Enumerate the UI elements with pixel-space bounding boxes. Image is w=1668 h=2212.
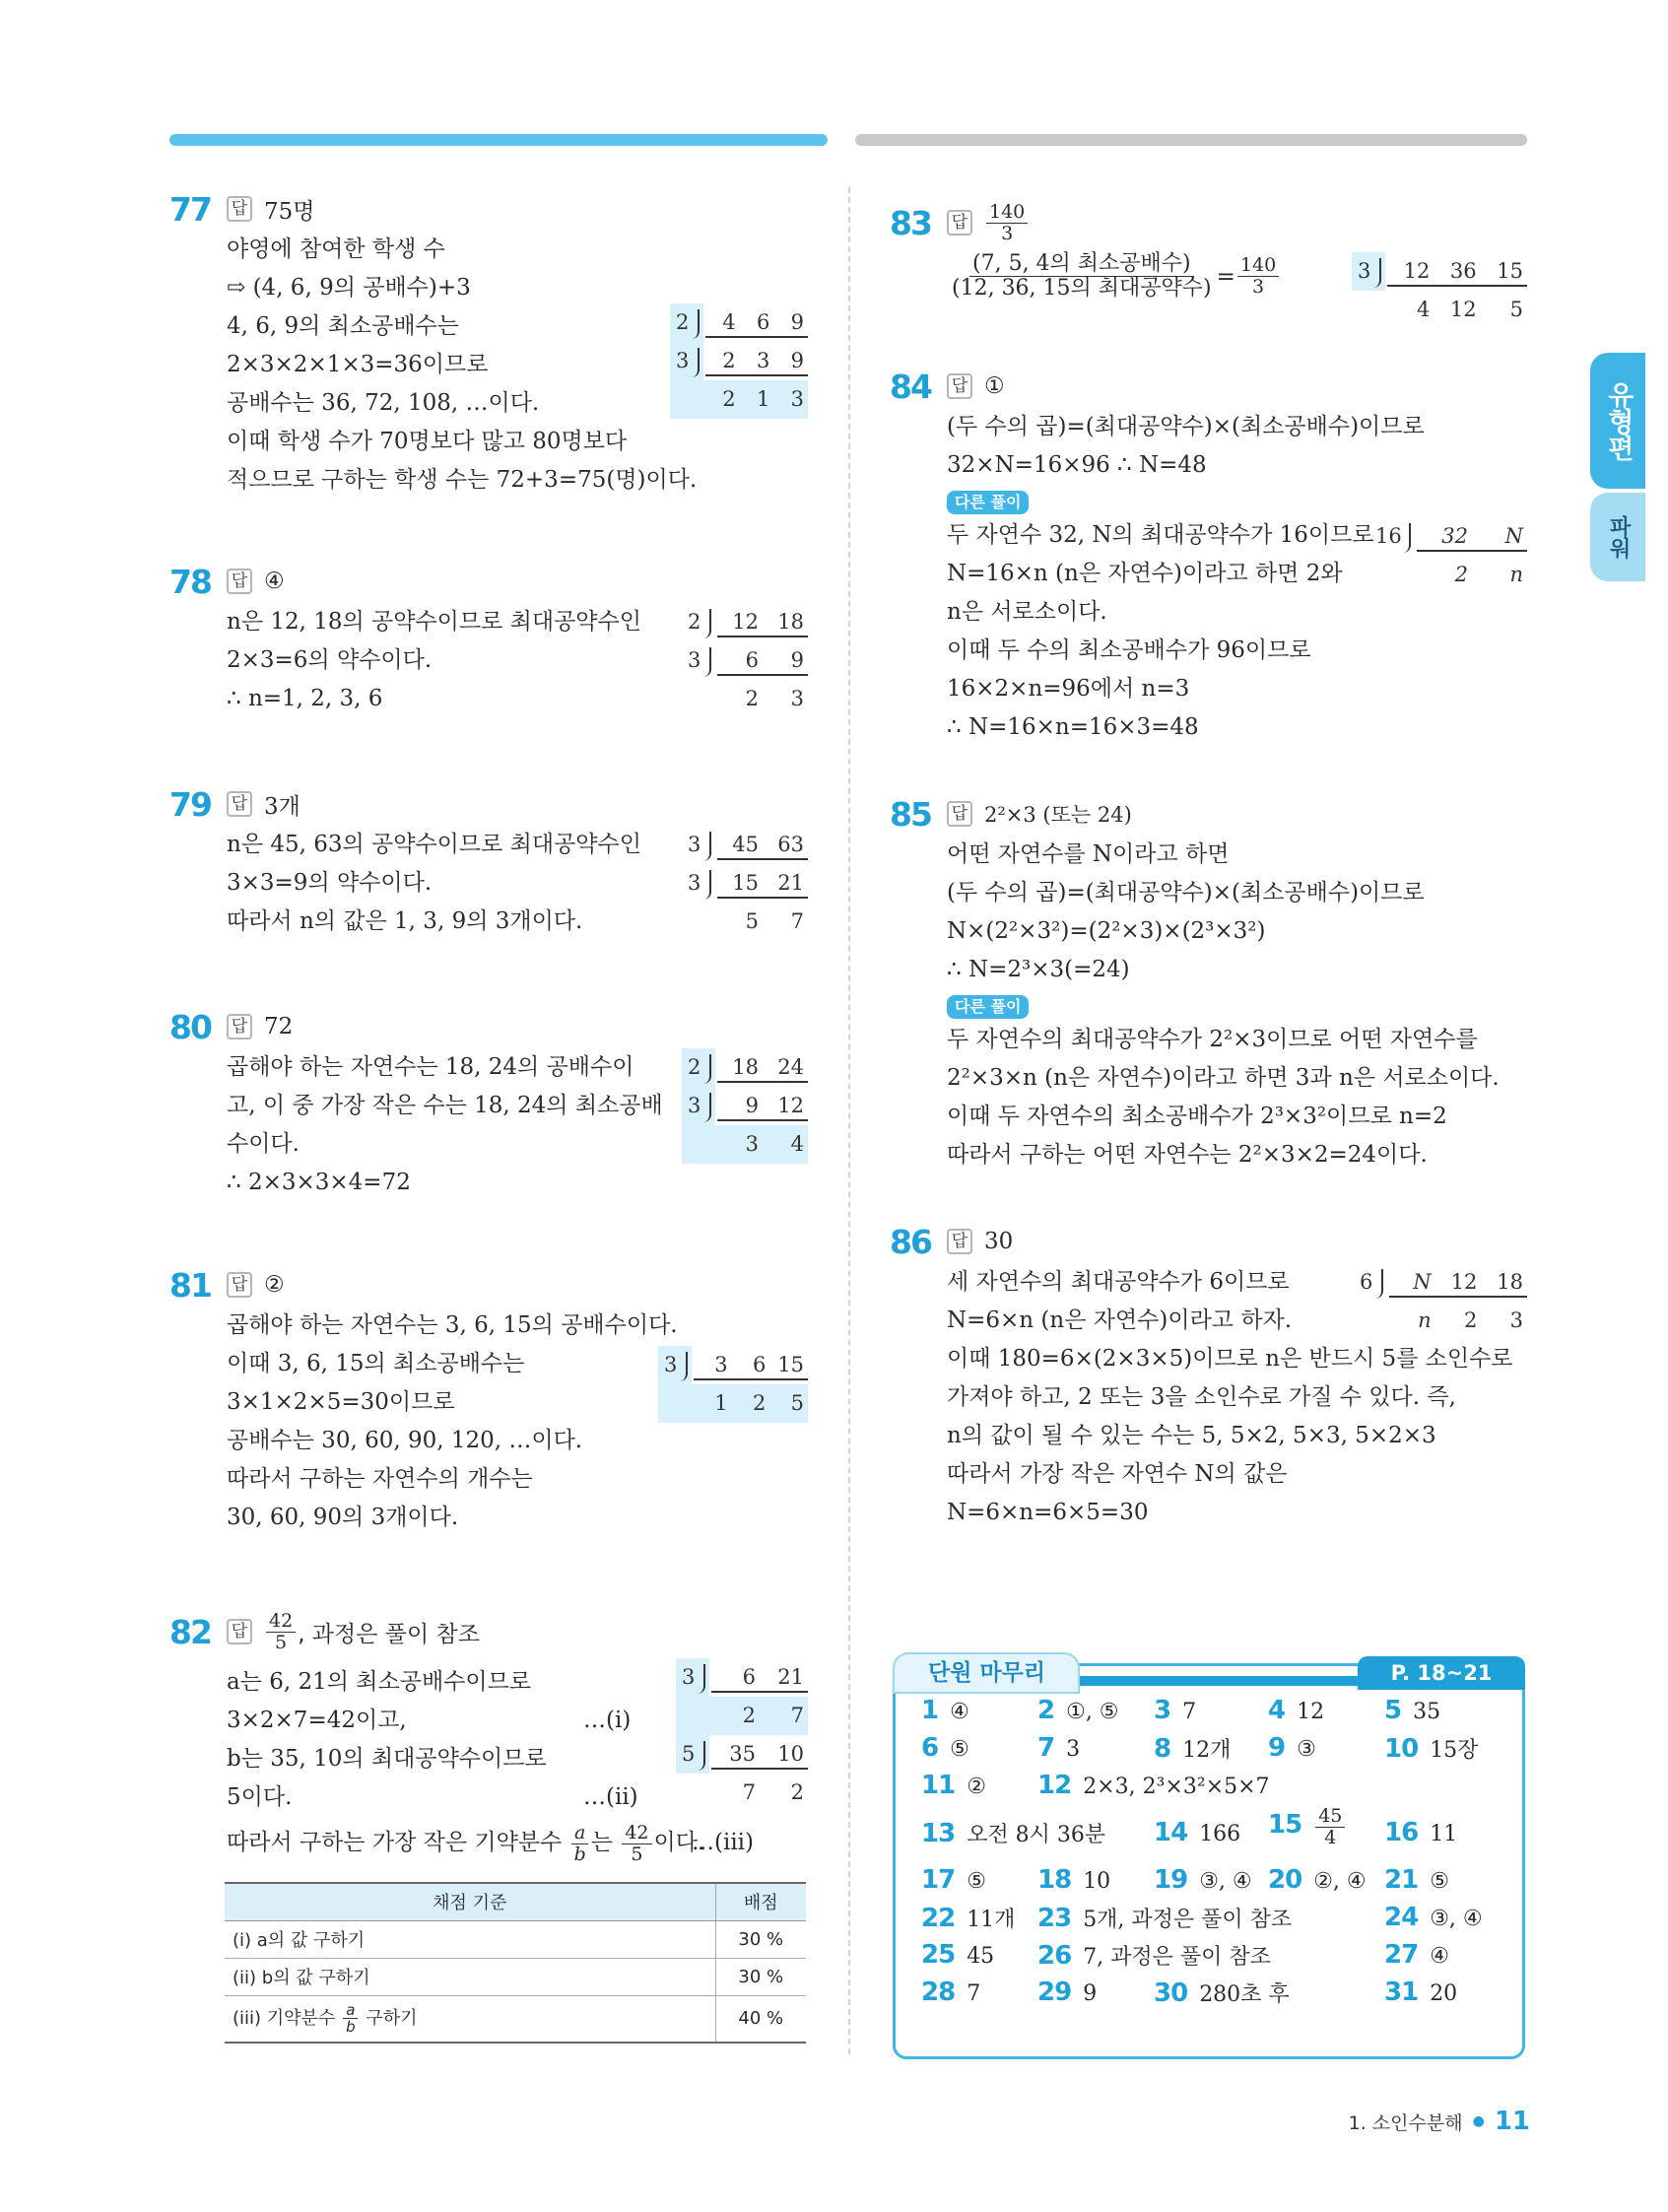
review-answer-item: 19 ③, ④: [1154, 1865, 1252, 1895]
answer-badge: 답: [227, 1619, 252, 1644]
solution-line: 세 자연수의 최대공약수가 6이므로: [947, 1269, 1290, 1295]
solution-line: 이때 학생 수가 70명보다 많고 80명보다: [227, 429, 628, 454]
answer-text: 2²×3 (또는 24): [984, 803, 1132, 827]
equation-fraction: $\frac{\text{(7, 5, 4의 최소공배수)}}{\text{(12, 36, 15의 최대공약수)}}$: [952, 251, 1212, 302]
solution-line: 고, 이 중 가장 작은 수는 18, 24의 최소공배: [227, 1093, 663, 1118]
solution-line: N=6×n (n은 자연수)이라고 하자.: [947, 1307, 1293, 1333]
answer-badge: 답: [227, 791, 252, 817]
page-footer: [1349, 2107, 1530, 2136]
answer-badge: 답: [227, 196, 252, 222]
solution-line: N×(2²×3²)=(2²×3)×(2³×3²): [947, 918, 1266, 944]
division-ladder: 2 4 6 9 3 2 3 9 2 1 3: [670, 303, 808, 419]
review-answer-item: 20 ②, ④: [1268, 1865, 1367, 1895]
solution-line: 곱해야 하는 자연수는 3, 6, 15의 공배수이다.: [227, 1312, 678, 1338]
review-title: 단원 마무리: [893, 1652, 1080, 1694]
problem-number: 82: [169, 1612, 211, 1651]
problem-number: 85: [890, 794, 931, 834]
answer-badge: 답: [227, 569, 252, 594]
review-answer-item: 29 9: [1037, 1977, 1098, 2007]
solution-line: 30, 60, 90의 3개이다.: [227, 1505, 459, 1530]
side-tab-type-label: 유형편: [1602, 380, 1634, 461]
answer-badge: 답: [947, 373, 972, 399]
answer-text: 30: [984, 1229, 1014, 1254]
solution-line: 따라서 구하는 자연수의 개수는: [227, 1466, 533, 1492]
solution-line: a는 6, 21의 최소공배수이므로: [227, 1669, 532, 1695]
answer-fraction: $\frac{140}{3}$: [986, 202, 1028, 244]
solution-line: n의 값이 될 수 있는 수는 5, 5×2, 5×3, 5×2×3: [947, 1423, 1436, 1448]
problem-number: 84: [890, 367, 931, 406]
grading-table: [225, 1882, 806, 2044]
answer-badge: 답: [227, 1014, 252, 1039]
answer-text: 3개: [264, 793, 300, 820]
solution-line: 수이다.: [227, 1131, 300, 1157]
division-ladder-b: 5 35 10 7 2: [676, 1735, 808, 1812]
review-answer-item: 7 3: [1037, 1733, 1081, 1763]
review-answer-item: 12 2×3, 2³×3²×5×7: [1037, 1771, 1270, 1800]
grading-header-points: 배점: [715, 1883, 806, 1920]
review-answer-item: 24 ③, ④: [1384, 1903, 1483, 1932]
solution-line: ∴ 2×3×3×4=72: [227, 1170, 411, 1195]
solution-line: 두 자연수 32, N의 최대공약수가 16이므로: [947, 522, 1374, 548]
review-answer-item: 6 ⑤: [921, 1733, 969, 1763]
review-answer-item: 1 ④: [921, 1696, 969, 1725]
answer-text: ②: [264, 1272, 285, 1298]
division-ladder-a: 3 6 21 2 7: [676, 1658, 808, 1735]
solution-line: n은 서로소이다.: [947, 599, 1107, 625]
solution-line: 따라서 구하는 어떤 자연수는 2²×3×2=24이다.: [947, 1142, 1428, 1168]
solution-line: 이때 두 자연수의 최소공배수가 2³×3²이므로 n=2: [947, 1104, 1447, 1129]
review-answer-item: 27 ④: [1384, 1940, 1449, 1970]
side-tab-power[interactable]: [1590, 493, 1645, 581]
review-answer-item: 16 11: [1384, 1818, 1458, 1847]
problem-85: [890, 792, 1540, 1174]
answer-text: ①: [984, 373, 1005, 399]
answer-text: ④: [264, 569, 285, 594]
solution-line: n은 12, 18의 공약수이므로 최대공약수인: [227, 609, 641, 635]
review-answer-item: 17 ⑤: [921, 1865, 986, 1895]
problem-number: 78: [169, 562, 211, 601]
answer-text: 72: [264, 1014, 294, 1039]
solution-line: 곱해야 하는 자연수는 18, 24의 공배수이: [227, 1054, 634, 1080]
table-row: (ii) b의 값 구하기 30 %: [225, 1958, 806, 1995]
solution-line: 따라서 구하는 가장 작은 기약분수 $\frac{a}{b}$ 는 $\frac{42}{5}$ 이다. …(iii): [227, 1821, 755, 1865]
solution-line: 16×2×n=96에서 n=3: [947, 676, 1190, 702]
solution-line: n은 45, 63의 공약수이므로 최대공약수인: [227, 832, 641, 857]
chapter-title: 1. 소인수분해: [1348, 2111, 1463, 2134]
review-page-range: P. 18~21: [1358, 1656, 1525, 1690]
solution-line: N=16×n (n은 자연수)이라고 하면 2와: [947, 561, 1343, 586]
answer-badge: 답: [947, 801, 972, 827]
solution-line: ⇨ (4, 6, 9의 공배수)+3: [227, 275, 471, 301]
result-fraction: $\frac{140}{3}$: [1237, 255, 1279, 298]
solution-line: 적으므로 구하는 학생 수는 72+3=75(명)이다.: [227, 467, 698, 493]
column-divider: [848, 187, 850, 2054]
solution-line: 따라서 가장 작은 자연수 N의 값은: [947, 1461, 1288, 1487]
answer-text: 75명: [264, 198, 315, 225]
problem-number: 77: [169, 189, 211, 229]
solution-line: 2²×3×n (n은 자연수)이라고 하면 3과 n은 서로소이다.: [947, 1065, 1500, 1091]
solution-line: 2×3=6의 약수이다.: [227, 647, 433, 673]
answer-fraction: $\frac{42}{5}$: [266, 1611, 296, 1653]
solution-line: 공배수는 30, 60, 90, 120, …이다.: [227, 1428, 583, 1453]
solution-line: ∴ N=2³×3(=24): [947, 957, 1130, 982]
review-answer-item: 18 10: [1037, 1865, 1111, 1895]
top-bar-left: [169, 134, 828, 146]
solution-line: 3×2×7=42이고, …(i): [227, 1708, 632, 1733]
problem-number: 83: [890, 203, 931, 242]
division-ladder: 16 32 N 2 n: [1381, 517, 1527, 594]
solution-line: 3×3=9의 약수이다.: [227, 870, 433, 896]
review-answer-item: 9 ③: [1268, 1733, 1316, 1763]
solution-line: 공배수는 36, 72, 108, …이다.: [227, 390, 540, 416]
solution-line: 4, 6, 9의 최소공배수는: [227, 313, 459, 339]
review-answer-item: 21 ⑤: [1384, 1865, 1449, 1895]
solution-line: 32×N=16×96 ∴ N=48: [947, 452, 1207, 478]
review-answer-item: 8 12개: [1154, 1734, 1232, 1764]
division-ladder: 6 N 12 18 n 2 3: [1354, 1263, 1527, 1340]
solution-line: 5이다. …(ii): [227, 1784, 638, 1810]
review-answer-item: 22 11개: [921, 1904, 1016, 1933]
table-row: (iii) 기약분수 $\frac{a}{b}$ 구하기 40 %: [225, 1995, 806, 2043]
review-answer-item: 30 280초 후: [1154, 1978, 1290, 2008]
solution-line: b는 35, 10의 최대공약수이므로: [227, 1746, 547, 1772]
solution-line: ∴ N=16×n=16×3=48: [947, 714, 1199, 740]
review-header-bar: [1080, 1676, 1358, 1686]
review-answer-item: 14 166: [1154, 1818, 1241, 1847]
solution-line: 어떤 자연수를 N이라고 하면: [947, 841, 1230, 867]
solution-line: 2×3×2×1×3=36이므로: [227, 352, 489, 377]
review-answer-item: 25 45: [921, 1940, 995, 1970]
solution-line: 이때 두 수의 최소공배수가 96이므로: [947, 637, 1311, 663]
solution-line: 3×1×2×5=30이므로: [227, 1389, 455, 1415]
alt-solution-badge: 다른 풀이: [947, 995, 1029, 1019]
side-tab-type[interactable]: [1590, 353, 1645, 489]
solution-line: 이때 3, 6, 15의 최소공배수는: [227, 1351, 525, 1376]
answer-badge: 답: [227, 1272, 252, 1298]
review-answer-item: 11 ②: [921, 1771, 986, 1800]
solution-line: (두 수의 곱)=(최대공약수)×(최소공배수)이므로: [947, 414, 1425, 439]
grading-header-criteria: 채점 기준: [225, 1883, 715, 1920]
division-ladder: 2 18 24 3 9 12 3 4: [682, 1048, 808, 1164]
division-ladder: 3 12 36 15 4 12 5: [1352, 252, 1527, 329]
top-bar-right: [855, 134, 1527, 146]
alt-solution-badge: 다른 풀이: [947, 491, 1029, 514]
bullet-icon: ●: [1472, 2113, 1485, 2129]
solution-line: N=6×n=6×5=30: [947, 1500, 1149, 1525]
problem-number: 80: [169, 1007, 211, 1046]
review-answer-item: 5 35: [1384, 1696, 1441, 1725]
solution-line: 따라서 n의 값은 1, 3, 9의 3개이다.: [227, 908, 583, 934]
problem-number: 81: [169, 1265, 211, 1305]
review-answer-item: 31 20: [1384, 1977, 1458, 2007]
table-row: (i) a의 값 구하기 30 %: [225, 1920, 806, 1958]
answer-badge: 답: [947, 210, 972, 235]
answer-text: , 과정은 풀이 참조: [298, 1621, 480, 1647]
review-answer-item: 2 ①, ⑤: [1037, 1696, 1119, 1725]
review-answer-item: 3 7: [1154, 1696, 1197, 1725]
problem-number: 86: [890, 1222, 931, 1261]
side-tab-power-label: 파워: [1606, 515, 1632, 559]
solution-line: ∴ n=1, 2, 3, 6: [227, 686, 383, 711]
answer-badge: 답: [947, 1229, 972, 1254]
review-answer-item: 28 7: [921, 1977, 981, 2007]
equals-sign: =: [1216, 263, 1235, 290]
solution-line: 두 자연수의 최대공약수가 2²×3이므로 어떤 자연수를: [947, 1027, 1478, 1052]
solution-line: 야영에 참여한 학생 수: [227, 236, 445, 262]
division-ladder: 3 45 63 3 15 21 5 7: [682, 826, 808, 941]
review-answer-item: 15 $\frac{45}{4}$: [1268, 1806, 1347, 1848]
review-answer-item: 23 5개, 과정은 풀이 참조: [1037, 1904, 1293, 1933]
division-ladder: 3 3 6 15 1 2 5: [658, 1346, 808, 1423]
solution-line: (두 수의 곱)=(최대공약수)×(최소공배수)이므로: [947, 880, 1425, 905]
review-answer-item: 4 12: [1268, 1696, 1325, 1725]
solution-line: 이때 180=6×(2×3×5)이므로 n은 반드시 5를 소인수로: [947, 1346, 1513, 1372]
review-answer-item: 13 오전 8시 36분: [921, 1819, 1106, 1848]
review-answer-item: 10 15장: [1384, 1734, 1479, 1764]
unit-review-box: [893, 1660, 1525, 2059]
page-number: 11: [1494, 2107, 1530, 2136]
division-ladder: 2 12 18 3 6 9 2 3: [682, 603, 808, 718]
problem-number: 79: [169, 784, 211, 824]
review-answer-item: 26 7, 과정은 풀이 참조: [1037, 1941, 1271, 1971]
solution-line: 가져야 하고, 2 또는 3을 소인수로 가질 수 있다. 즉,: [947, 1384, 1456, 1410]
